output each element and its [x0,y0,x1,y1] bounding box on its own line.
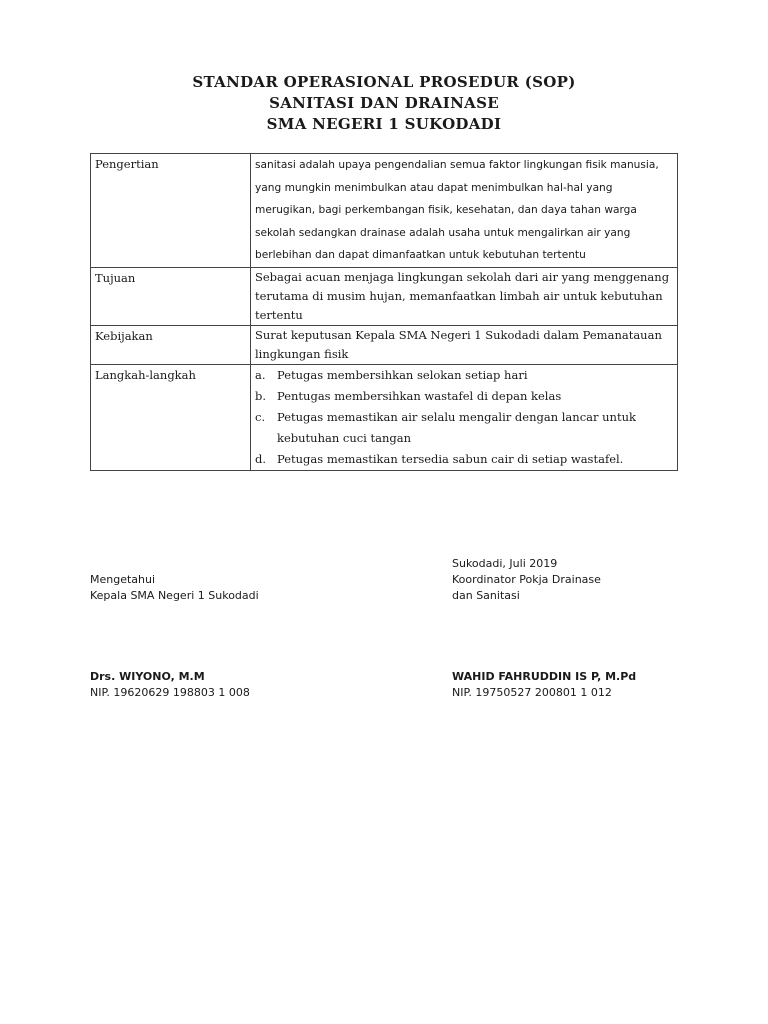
row-label-pengertian: Pengertian [91,154,251,268]
step-text: Petugas memastikan tersedia sabun cair di setiap wastafel. [277,451,624,466]
steps-list [255,365,673,470]
row-label-kebijakan: Kebijakan [91,325,251,364]
title-line-2: SANITASI DAN DRAINASE [269,94,499,112]
document-title [0,72,768,135]
row-content-pengertian: sanitasi adalah upaya pengendalian semua faktor lingkungan fisik manusia, yang mungkin menimbulkan atau dapat menimbulkan hal-hal yang merugikan, bagi perkembangan fisik, kesehatan, dan daya tahan warga sekolah sedangkan drainase adalah usaha untuk mengalirkan air yang berlebihan dan dapat dimanfaatkan untuk kebutuhan tertentu [251,154,678,268]
row-content-langkah [251,364,678,470]
row-label-langkah: Langkah-langkah [91,364,251,470]
step-text: Petugas memastikan air selalu mengalir dengan lancar untuk kebutuhan cuci tangan [277,409,636,445]
step-marker: c. [255,409,266,424]
sign-right-title-1: Koordinator Pokja Drainase [452,573,601,586]
sop-table [90,153,678,471]
sign-right-nip: NIP. 19750527 200801 1 012 [452,686,612,699]
sign-right-title-2: dan Sanitasi [452,589,520,602]
sign-left-title-1: Mengetahui [90,573,156,586]
sign-left-title-2: Kepala SMA Negeri 1 Sukodadi [90,589,259,602]
title-line-1: STANDAR OPERASIONAL PROSEDUR (SOP) [192,73,576,91]
step-text: Petugas membersihkan selokan setiap hari [277,367,528,382]
sign-left-nip: NIP. 19620629 198803 1 008 [90,686,250,699]
table-row-tujuan [91,267,678,325]
row-content-tujuan: Sebagai acuan menjaga lingkungan sekolah dari air yang menggenang terutama di musim hujan, memanfaatkan limbah air untuk kebutuhan tertentu [251,267,678,325]
step-text: Pentugas membersihkan wastafel di depan kelas [277,388,562,403]
table-row-langkah [91,364,678,470]
table-row-pengertian [91,154,678,268]
row-label-tujuan: Tujuan [91,267,251,325]
row-content-kebijakan: Surat keputusan Kepala SMA Negeri 1 Sukodadi dalam Pemanatauan lingkungan fisik [251,325,678,364]
list-item [255,449,673,470]
list-item [255,365,673,386]
list-item [255,407,673,449]
step-marker: a. [255,367,266,382]
title-line-3: SMA NEGERI 1 SUKODADI [266,115,502,133]
table-row-kebijakan [91,325,678,364]
step-marker: b. [255,388,267,403]
step-marker: d. [255,451,267,466]
list-item [255,386,673,407]
sign-place-date: Sukodadi, Juli 2019 [452,557,558,570]
sign-right-name: WAHID FAHRUDDIN IS P, M.Pd [452,670,637,683]
sign-left-name: Drs. WIYONO, M.M [90,670,205,683]
